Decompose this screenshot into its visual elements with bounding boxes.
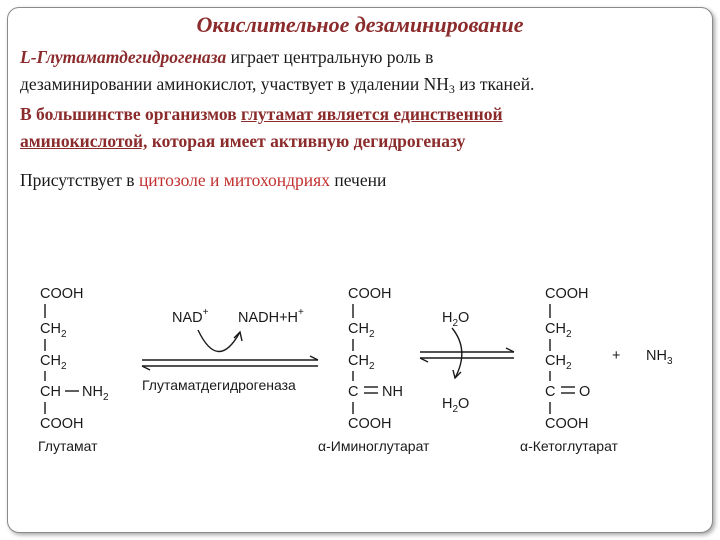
- glutamate-nh2: $NH_2$: [82, 384, 109, 403]
- glutamate-ch2-1: $CH_2$: [40, 321, 67, 340]
- keto-ch2-2: $CH_2$: [545, 353, 572, 372]
- keto-o: O: [579, 384, 591, 400]
- water-in-label: $H_2O$: [442, 310, 470, 329]
- para3-start: Присутствует в: [20, 170, 139, 190]
- glutamate-label: Глутамат: [38, 438, 98, 454]
- para1-text3: из тканей.: [454, 74, 535, 94]
- para1-text1: играет центральную роль в: [226, 47, 434, 67]
- ketoglutarate-structure: [520, 286, 619, 454]
- nh3-label: $NH_3$: [646, 348, 673, 367]
- imino-nh: NH: [382, 384, 403, 400]
- para2-underlined2: аминокислотой,: [20, 131, 148, 151]
- para3-highlight: цитозоле и митохондриях: [138, 170, 330, 190]
- reaction2: [420, 310, 514, 415]
- para2-underlined1: глутамат является единственной: [241, 104, 503, 124]
- glutamate-cooh-bottom: COOH: [40, 416, 84, 432]
- nadh-label: NADH+H+: [238, 307, 304, 326]
- imino-ch2-1: $CH_2$: [348, 321, 375, 340]
- nad-curve-arrow: [198, 330, 240, 352]
- slide-title: Окислительное дезаминирование: [196, 12, 524, 37]
- para1-sub: 3: [448, 82, 455, 96]
- glutamate-ch: CH: [40, 384, 61, 400]
- enzyme-label: Глутаматдегидрогеназа: [142, 377, 296, 393]
- iminoglutarate-structure: [318, 286, 430, 454]
- para2-end: которая имеет активную дегидрогеназу: [147, 131, 466, 151]
- enzyme-name: L-Глутаматдегидрогеназа: [20, 47, 227, 67]
- para3-end: печени: [329, 170, 387, 190]
- imino-cooh-top: COOH: [348, 286, 392, 302]
- ketoglutarate-label: α-Кетоглутарат: [520, 438, 618, 454]
- keto-cooh-bottom: COOH: [545, 416, 589, 432]
- imino-ch2-2: $CH_2$: [348, 353, 375, 372]
- keto-ch2-1: $CH_2$: [545, 321, 572, 340]
- imino-c: C: [348, 384, 359, 400]
- water-out-label: $H_2O$: [442, 396, 470, 415]
- iminoglutarate-label: α-Иминоглутарат: [318, 438, 430, 454]
- plus-sign: +: [612, 348, 621, 364]
- keto-c: C: [545, 384, 556, 400]
- glutamate-cooh-top: COOH: [40, 286, 84, 302]
- reaction1: [142, 307, 318, 393]
- para2-start: В большинстве организмов: [20, 104, 242, 124]
- imino-cooh-bottom: COOH: [348, 416, 392, 432]
- keto-cooh-top: COOH: [545, 286, 589, 302]
- glutamate-ch2-2: $CH_2$: [40, 353, 67, 372]
- ammonia-product: [612, 348, 673, 367]
- nad-label: NAD+: [172, 307, 209, 326]
- glutamate-structure: [38, 286, 109, 454]
- para1-text2: дезаминировании аминокислот, участвует в удалении NH: [20, 74, 449, 94]
